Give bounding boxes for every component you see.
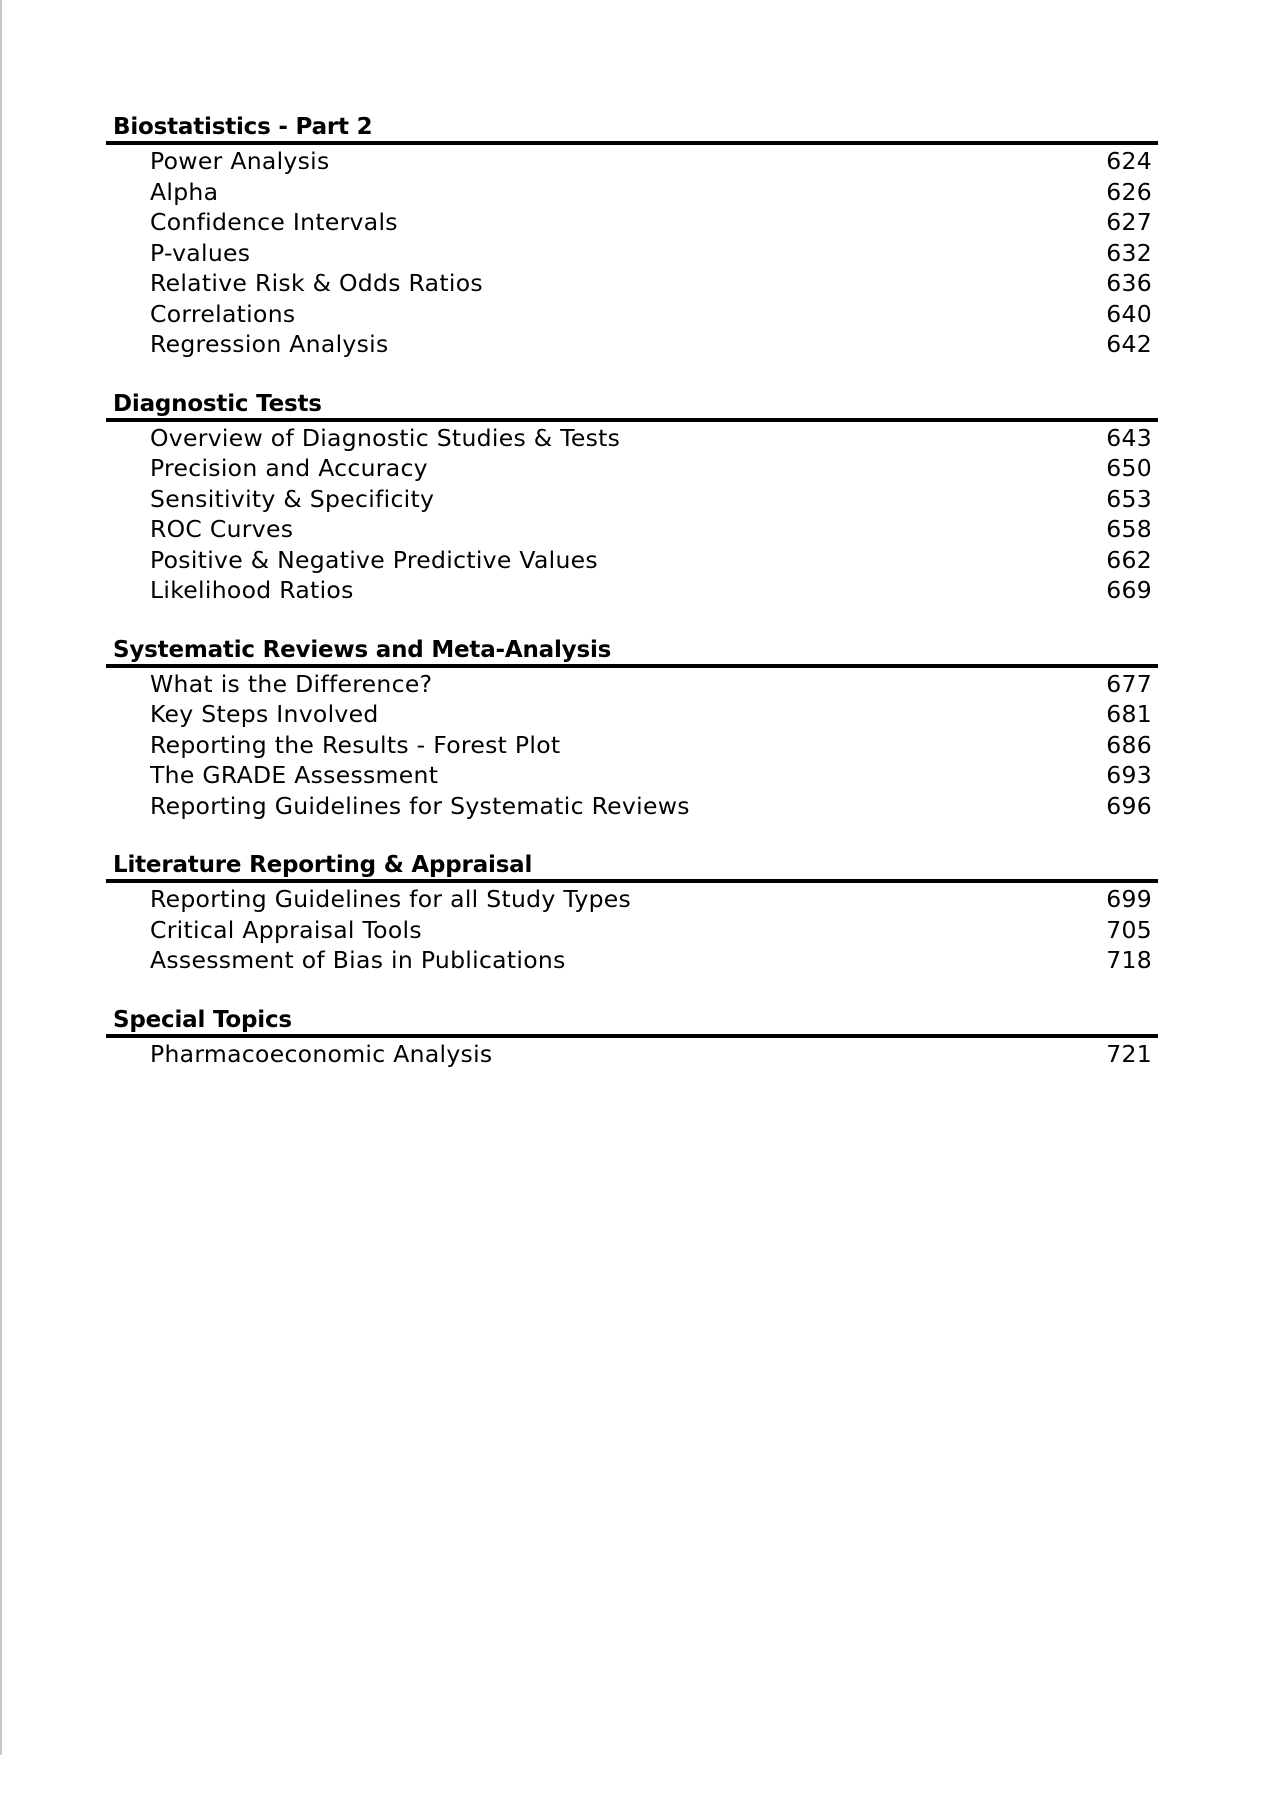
toc-section — [106, 389, 1158, 606]
entry-title: Reporting Guidelines for Systematic Reviews — [150, 791, 690, 820]
entry-title: Precision and Accuracy — [150, 454, 428, 482]
entry-title: P-values — [150, 238, 251, 267]
entry-page-number: 705 — [1106, 915, 1152, 944]
entry-page-number: 640 — [1106, 299, 1152, 328]
section-heading: Literature Reporting & Appraisal — [113, 852, 533, 878]
entry-page-number: 718 — [1106, 946, 1152, 974]
toc-section — [106, 112, 1158, 360]
section-heading: Systematic Reviews and Meta-Analysis — [113, 636, 612, 663]
entry-title: Key Steps Involved — [150, 700, 379, 728]
entry-title: Overview of Diagnostic Studies & Tests — [150, 423, 621, 452]
entry-page-number: 653 — [1106, 484, 1152, 513]
toc-entry[interactable] — [106, 1039, 1158, 1070]
toc-entry[interactable] — [106, 915, 1158, 946]
entry-title: Reporting Guidelines for all Study Types — [150, 885, 632, 913]
entry-title: ROC Curves — [150, 515, 294, 543]
toc-entry[interactable] — [106, 299, 1158, 330]
page-edge — [0, 0, 2, 1755]
toc-entry[interactable] — [106, 945, 1158, 976]
entry-title: Reporting the Results - Forest Plot — [150, 730, 561, 759]
toc-entry[interactable] — [106, 884, 1158, 915]
toc-entry[interactable] — [106, 791, 1158, 822]
entry-title: Positive & Negative Predictive Values — [150, 545, 598, 574]
entry-page-number: 686 — [1106, 730, 1152, 759]
entry-page-number: 658 — [1106, 515, 1152, 543]
entry-page-number: 642 — [1106, 330, 1152, 358]
entry-title: Power Analysis — [150, 147, 330, 175]
entry-title: Critical Appraisal Tools — [150, 915, 422, 944]
entry-title: The GRADE Assessment — [150, 761, 439, 789]
entry-title: Correlations — [150, 299, 296, 328]
toc-entry[interactable] — [106, 545, 1158, 576]
entry-title: Regression Analysis — [150, 330, 389, 358]
toc-entry[interactable] — [106, 730, 1158, 761]
entry-page-number: 650 — [1106, 454, 1152, 482]
entry-title: Sensitivity & Specificity — [150, 484, 435, 513]
toc-entry[interactable] — [106, 669, 1158, 700]
entry-title: What is the Difference? — [150, 669, 433, 698]
toc-entry[interactable] — [106, 329, 1158, 360]
entry-page-number: 643 — [1106, 423, 1152, 452]
toc-entry[interactable] — [106, 699, 1158, 730]
section-heading: Biostatistics - Part 2 — [113, 114, 373, 140]
entry-title: Assessment of Bias in Publications — [150, 946, 566, 974]
entry-title: Alpha — [150, 177, 219, 206]
entry-page-number: 626 — [1106, 177, 1152, 206]
toc-section — [106, 1005, 1158, 1070]
entry-title: Confidence Intervals — [150, 208, 398, 236]
entry-page-number: 636 — [1106, 269, 1152, 297]
entry-title: Likelihood Ratios — [150, 576, 354, 604]
toc-entry[interactable] — [106, 268, 1158, 299]
entry-page-number: 721 — [1106, 1039, 1152, 1068]
entry-page-number: 632 — [1106, 238, 1152, 267]
entry-page-number: 693 — [1106, 761, 1152, 789]
toc-entry[interactable] — [106, 760, 1158, 791]
toc-entry[interactable] — [106, 423, 1158, 454]
entry-page-number: 699 — [1106, 885, 1152, 913]
entry-title: Pharmacoeconomic Analysis — [150, 1039, 493, 1068]
section-heading: Special Topics — [113, 1006, 292, 1033]
toc-entry[interactable] — [106, 484, 1158, 515]
toc-entry[interactable] — [106, 146, 1158, 177]
table-of-contents — [106, 112, 1158, 1098]
entry-title: Relative Risk & Odds Ratios — [150, 269, 483, 297]
toc-entry[interactable] — [106, 238, 1158, 269]
toc-entry[interactable] — [106, 575, 1158, 606]
section-heading: Diagnostic Tests — [113, 390, 322, 417]
toc-entry[interactable] — [106, 514, 1158, 545]
entry-page-number: 677 — [1106, 669, 1152, 698]
entry-page-number: 681 — [1106, 700, 1152, 728]
toc-section — [106, 850, 1158, 976]
entry-page-number: 669 — [1106, 576, 1152, 604]
toc-entry[interactable] — [106, 453, 1158, 484]
entry-page-number: 627 — [1106, 208, 1152, 236]
entry-page-number: 662 — [1106, 545, 1152, 574]
toc-section — [106, 635, 1158, 822]
entry-page-number: 624 — [1106, 147, 1152, 175]
toc-entry[interactable] — [106, 207, 1158, 238]
entry-page-number: 696 — [1106, 791, 1152, 820]
toc-entry[interactable] — [106, 177, 1158, 208]
